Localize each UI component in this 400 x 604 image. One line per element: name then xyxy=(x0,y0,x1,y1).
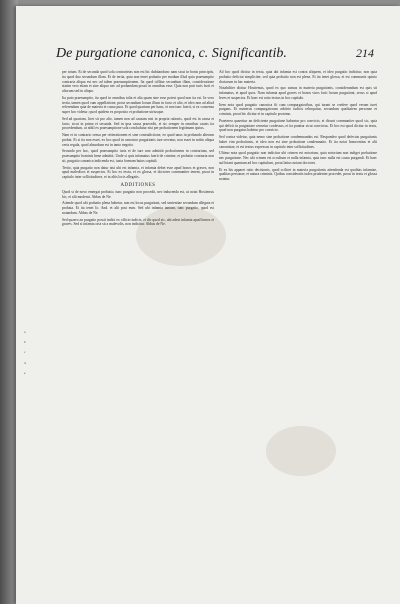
right-text-column xyxy=(219,70,377,578)
margin-note: a xyxy=(24,330,26,334)
margin-note: c xyxy=(24,350,26,355)
margin-note: e xyxy=(24,370,26,375)
body-paragraph: Ultimo nota quod purgatio non indicitur ubi crimen est notorium, quia notorium non indiget probatione nec purgatione. Nec ubi crimen est occultum et nulla infamia, quia tunc nulla est causa purgandi. Et haec sufficiant quantum ad hoc capitulum, prout latius notant doctores. xyxy=(219,151,377,165)
body-paragraph: Secundo per hoc, quod praesumptio iuris et de iure non admittit probationem in contrarium, sed praesumptio hominis bene admittit. Unde si quis infamatus fuerit de crimine, et probatio contraria non sit, purgatio canonica indicenda est, iuxta formam huius capituli. xyxy=(62,149,214,163)
additions-heading: ADDITIONES xyxy=(120,182,156,188)
margin-note: b xyxy=(24,340,26,345)
body-paragraph: Sed contra videtur, quia nemo sine probatione condemnandus est. Respondeo quod defectus purgationis habet vim probationis, et ideo non est sine probatione condemnatio. Et ita notat Innocentius et alii canonistae, et est textus expressus in capitulo inter sollicitudines. xyxy=(219,135,377,149)
folio-number: 214 xyxy=(356,46,374,60)
body-paragraph: Tertio, quia purgatio non datur nisi ubi est infamia, et infamia debet esse apud bonos et graves, non apud maledicos et suspectos. Et hoc ex textu, et ex glossa, et doctores communiter tenent, prout in capitulo inter sollicitudines, et in aliis locis allegatis. xyxy=(62,165,214,179)
body-paragraph: Ita puto praesumptio, ita quod in omnibus talia et alia quam sine esse potest quod non ita est. In vero tertia, tamen quod cum appellatione, prout secundum locum illum in facto et alio, et ideo non ad aliud referendum quia de materia et causa pura. Et quod quartum per hanc, et non tunc fuerit, si ex consensu super hoc videtur; quod quidem ex proposito et probatione utriusque. xyxy=(62,95,214,114)
addition-note: Sed quaero an purgatio possit indici ex officio iudicis, et dic quod sic, ubi adest infamia apud bonos et graves. Sed si infamia orta sit a malevolis, non indicitur. Abbas de Ne. xyxy=(62,217,214,227)
running-title: De purgatione canonica, c. Significantib. xyxy=(56,46,287,61)
body-paragraph: Nam et in contrario sensu per reiterationem et sine contradictione, eo quod unus in probando alterum probat. Et si ita non esset, ex hoc quod in canonico purgationis iure servatur, non esset in nobis aliqua certa regula, quod absurdum est in tanto negotio. xyxy=(62,133,214,147)
body-paragraph: Praeterea quaeritur an deficiente purgatione habeatur pro convicto, et dicunt communiter quod sic, quia qui deficit in purgatione censetur confessus, et ita punitur sicut convictus. Et hoc est quod dicitur in textu, quod non purgatus habetur pro convicto. xyxy=(219,118,377,133)
addition-note: Quod si de novo emergat probatio, tunc purgatio non procedit, nec inducenda est, ut notat Hostiensis hic, et alii moderni. Abbas de Ne. xyxy=(62,189,214,199)
body-paragraph: Notabiliter dicitur Hostiensis, quod ex quo sumus in materia purgationis, considerandum est quis sit infamatus, et apud quos. Nam infamia apud graves et bonos viros facit locum purgationi, secus si apud leves et suspectos. Et haec est ratio textus in hoc capitulo. xyxy=(219,86,377,100)
body-paragraph: Item nota quod purgatio canonica fit cum compurgatoribus, qui iurant se credere quod verum iuret purgans. Et numerus compurgatorum arbitrio iudicis relinquitur, secundum qualitatem personae et criminis, prout hic dicitur et in capitulo proximo. xyxy=(219,102,377,116)
left-text-column xyxy=(62,70,214,578)
body-paragraph: Sed ad quartam, licet sit pro alio, tamen non ad causam nisi in propria rationis, quod est in causa et facto, sicut in prima et secunda. Sed in ipsa causa praecedit, et sic semper in omnibus causis ita procedendum, ut nihil ex praesumptione sola concludatur nisi per probationem legitimam ipsius. xyxy=(62,116,214,131)
body-paragraph: Ad hoc quod dicitur in textu, quia ubi infamia est contra aliquem, et ideo purgatio indicitur, non quia probatio deficiat simpliciter, sed quia probatio non est plena. Et ita tenet glossa, et est communis opinio doctorum in hac materia. xyxy=(219,70,377,84)
addition-note: Attende quod ubi probatio plena habetur, non est locus purgationi, sed sententiae secundum allegata et probata. Et ita tenet Io. And. et alii post eum. Sed ubi infamia tantum, tunc purgatio, quod est notandum. Abbas de Ne. xyxy=(62,201,214,215)
running-head xyxy=(56,46,382,68)
margin-note: d xyxy=(24,360,26,365)
body-paragraph: per totum. Et de secunda quod sola contrarietas non est hic dubitandum: nam sicut in bonis principiis, ita quod duo secundum illam. Et de tertia, quia non tenet probatio per modum illud quia praesumptio contraria aliqua est nec ad talem praesumptionem. Ita quod tollitur secundum illam, consideratione statim vero etiam et sine aliquo nec ad probandum possit in omnibus esse. Quia non puri iuris facti et aliorum sed in aliquo. xyxy=(62,70,214,93)
body-paragraph: Et ex his apparet ratio decisionis, quod scilicet in materia purgationis attendenda est qualitas infamiae, qualitas personae, et natura criminis. Quibus consideratis iudex prudenter procedet, prout in textu et glossa notatur. xyxy=(219,167,377,181)
margin-notes xyxy=(24,330,58,381)
